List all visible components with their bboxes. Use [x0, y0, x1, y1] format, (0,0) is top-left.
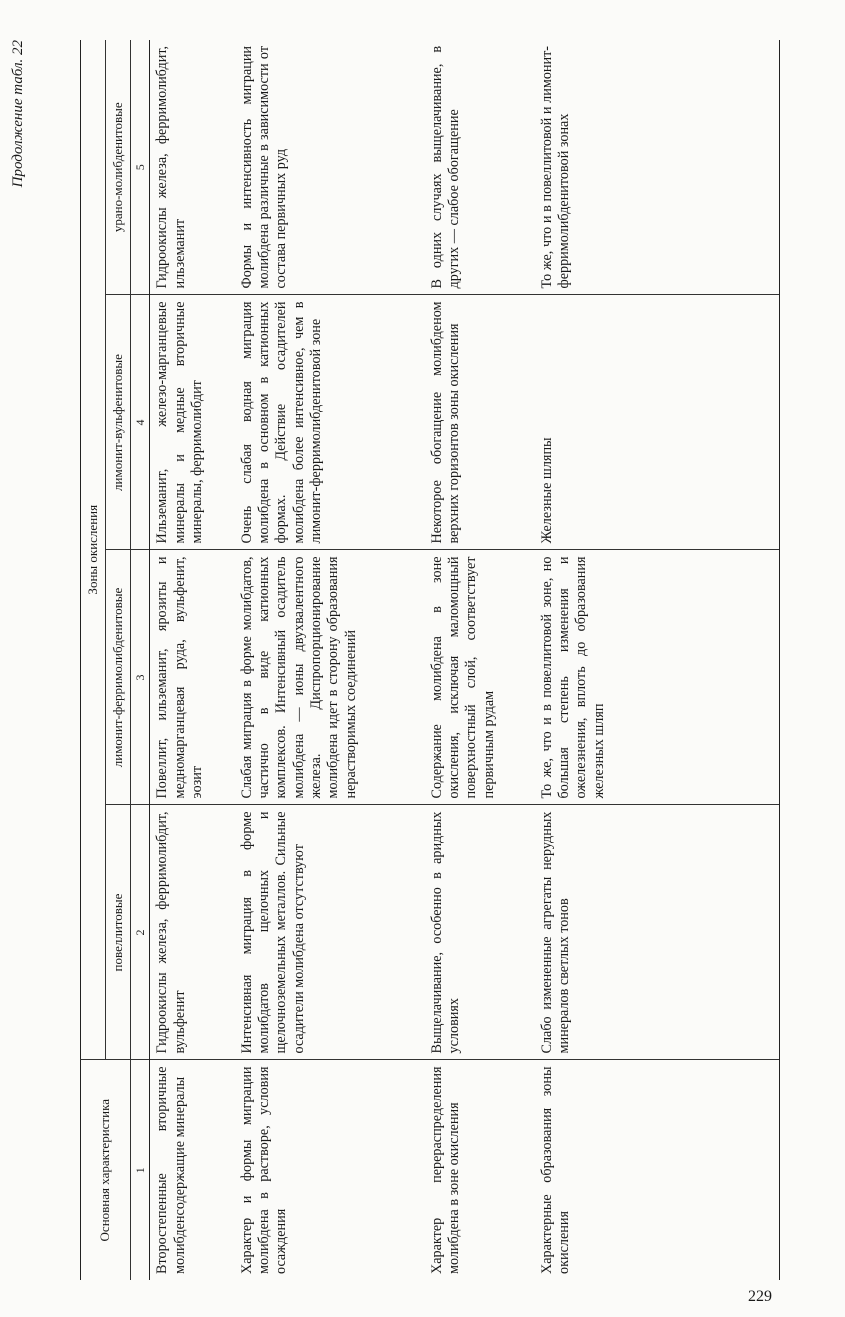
table-cell: Формы и интенсивность миграции молибдена различные в зависимости от состава первичных руд — [235, 40, 425, 295]
table-cell: Некоторое обогащение молибденом верхних горизонтов зоны окисления — [425, 295, 535, 550]
table-cell: То же, что и в повеллитовой и лимонит-ферримолибденитовой зонах — [535, 40, 780, 295]
row-characteristic: Характер перераспределения молибдена в зоне окисления — [425, 1060, 535, 1280]
table-row — [150, 40, 235, 1280]
table-cell: Повеллит, ильземанит, ярозиты и медномарганцевая руда, вульфенит, эозит — [150, 550, 235, 805]
continuation-note — [10, 40, 27, 187]
table-cell: Гидроокислы железа, ферримолибдит, вульфенит — [150, 805, 235, 1060]
row-characteristic: Характер и формы миграции молибдена в растворе, условия осаждения — [235, 1060, 425, 1280]
table-row — [425, 40, 535, 1280]
table-row — [235, 40, 425, 1280]
header-main-characteristic: Основная характеристика — [81, 1060, 131, 1280]
page-number: 229 — [748, 1288, 772, 1305]
header-zone-povellite: повеллитовые — [105, 805, 130, 1060]
column-number: 4 — [130, 295, 150, 550]
column-number: 5 — [130, 40, 150, 295]
row-characteristic: Характерные образования зоны окисления — [535, 1060, 780, 1280]
row-characteristic: Второстепенные вторичные молибденсодержащие минералы — [150, 1060, 235, 1280]
table-cell: Слабо измененные агрегаты нерудных минералов светлых тонов — [535, 805, 780, 1060]
continuation-label: Продолжение табл. — [10, 58, 26, 188]
continuation-table-number: 22 — [10, 40, 26, 55]
header-zones: Зоны окисления — [81, 40, 106, 1060]
table-cell: Очень слабая водная миграция молибдена в основном в катионных формах. Действие осадителей молибдена более интенсивное, чем в лимонит-ферримолибденитовой зоне — [235, 295, 425, 550]
table-cell: В одних случаях выщелачивание, в других — слабое обогащение — [425, 40, 535, 295]
column-number: 2 — [130, 805, 150, 1060]
table-cell: Содержание молибдена в зоне окисления, исключая маломощный поверхностный слой, соответствует первичным рудам — [425, 550, 535, 805]
rotated-table-block — [10, 40, 780, 1280]
table-row — [535, 40, 780, 1280]
table-cell: То же, что и в повеллитовой зоне, но большая степень изменения и ожелезнения, вплоть до образования железных шляп — [535, 550, 780, 805]
table-cell: Ильземанит, железо-марганцевые минералы и медные вторичные минералы, ферримолибдит — [150, 295, 235, 550]
table-cell: Слабая миграция в форме молибдатов, частично в виде катионных комплексов. Интенсивный осадитель молибдена — ионы двухвалентного железа. Диспропорционирование молибдена идет в сторону образования нерастворимых соединений — [235, 550, 425, 805]
table-cell: Интенсивная миграция в форме молибдатов щелочных и щелочноземельных металлов. Сильные осадители молибдена отсутствуют — [235, 805, 425, 1060]
column-number: 3 — [130, 550, 150, 805]
table-cell: Железные шляпы — [535, 295, 780, 550]
header-zone-limonite-wulfenite: лимонит-вульфенитовые — [105, 295, 130, 550]
column-number: 1 — [130, 1060, 150, 1280]
table-cell: Выщелачивание, особенно в аридных условиях — [425, 805, 535, 1060]
zones-table — [80, 40, 780, 1280]
table-cell: Гидроокислы железа, ферримолибдит, ильземанит — [150, 40, 235, 295]
header-zone-limonite-ferrimolybdite: лимонит-ферримолибденитовые — [105, 550, 130, 805]
header-zone-urano-molybdenite: урано-молибденитовые — [105, 40, 130, 295]
